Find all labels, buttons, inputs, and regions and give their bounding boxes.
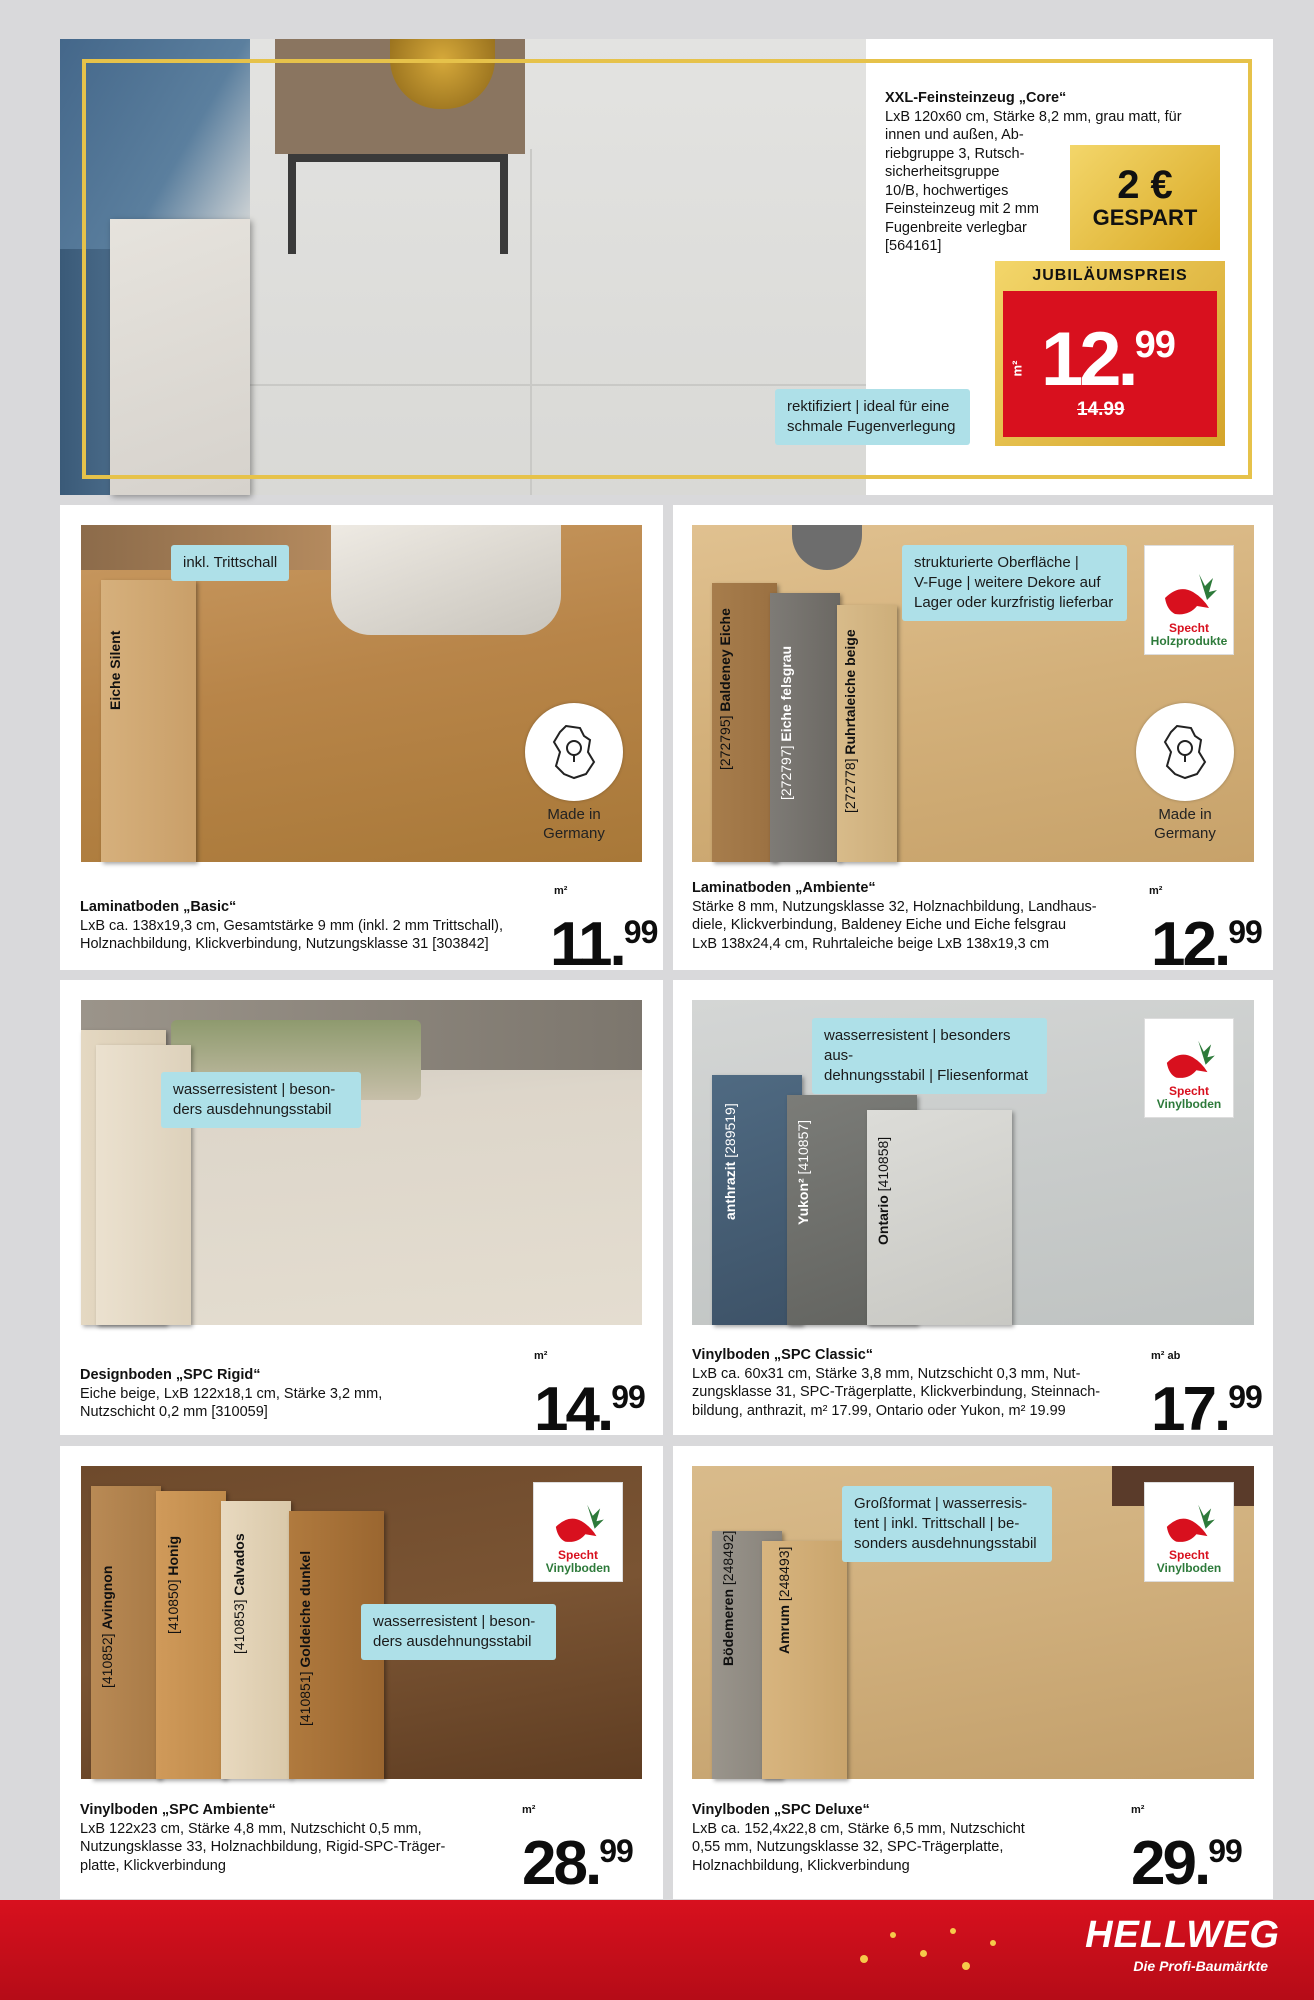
jubilee-price-box — [995, 261, 1225, 446]
specht-vinylboden-logo-ambiente — [533, 1482, 623, 1582]
price-spc-rigid — [534, 1367, 645, 1444]
plank-honig — [156, 1491, 226, 1779]
price-ambiente — [1151, 902, 1262, 979]
plank-label-2b: [272797] Eiche felsgrau — [778, 645, 794, 800]
description-spc-rigid — [80, 1366, 500, 1422]
description-ambiente — [692, 879, 1132, 953]
plank-amrum — [762, 1541, 847, 1779]
woodpecker-icon — [1159, 1501, 1219, 1549]
unit-spc-deluxe: m² — [1131, 1804, 1145, 1816]
product-card-spc-rigid — [60, 980, 663, 1444]
price-ambiente-cents: 99 — [1228, 914, 1262, 950]
desc-spc-ambiente-line-2: Nutzungsklasse 33, Holznachbildung, Rigid-SPC-Träger- — [80, 1839, 446, 1855]
bubble-ambiente-line-3: Lager oder kurzfristig lieferbar — [914, 594, 1114, 611]
product-photo-basic — [81, 525, 642, 862]
product-photo-spc-ambiente — [81, 1466, 642, 1779]
germany-map-icon — [1157, 722, 1213, 782]
price-spc-rigid-main: 14. — [534, 1375, 612, 1444]
hero-title: XXL-Feinsteinzeug „Core“ — [885, 90, 1067, 106]
hero-price-cents: 99 — [1134, 324, 1175, 366]
tile-joint-v — [530, 149, 532, 495]
specht-label-1: Specht — [1168, 1084, 1209, 1098]
plank-label-5b: [410850] Honig — [165, 1535, 181, 1634]
price-spc-deluxe-main: 29. — [1131, 1829, 1209, 1898]
price-basic-cents: 99 — [623, 914, 658, 950]
bubble-ambiente — [902, 545, 1127, 621]
hero-card — [60, 39, 1273, 495]
price-ambiente-main: 12. — [1151, 910, 1229, 979]
saved-badge — [1070, 145, 1220, 250]
plank-label-5d: [410851] Goldeiche dunkel — [297, 1550, 313, 1726]
woodpecker-icon — [1159, 1037, 1219, 1085]
made-in-text-basic — [519, 805, 629, 843]
desc-basic-line-1: LxB ca. 138x19,3 cm, Gesamtstärke 9 mm (inkl. 2 mm Trittschall), — [80, 917, 504, 934]
bubble-spc-deluxe — [842, 1486, 1052, 1562]
desc-spc-ambiente-line-3: platte, Klickverbindung — [80, 1857, 226, 1874]
price-basic — [550, 902, 658, 979]
price-spc-ambiente-main: 28. — [522, 1829, 600, 1898]
plank-label-4c: Ontario [410858] — [875, 1136, 891, 1245]
germany-map-icon — [546, 722, 602, 782]
plank-eiche-silent — [101, 580, 196, 862]
description-spc-deluxe — [692, 1801, 1092, 1875]
jubilee-label: JUBILÄUMSPREIS — [1032, 267, 1188, 284]
bubble-basic-line-1: inkl. Trittschall — [183, 554, 278, 571]
title-ambiente: Laminatboden „Ambiente“ — [692, 880, 876, 896]
description-spc-classic — [692, 1346, 1132, 1420]
plank-label-4a: anthrazit [289519] — [722, 1103, 738, 1220]
bubble-spc-ambiente-line-1: wasserresistent | beson- — [373, 1613, 536, 1630]
price-spc-ambiente-cents: 99 — [599, 1833, 633, 1869]
made-in-text-ambiente — [1130, 805, 1240, 843]
unit-spc-classic: m² ab — [1151, 1350, 1181, 1362]
specht-label-2: Vinylboden — [1156, 1561, 1222, 1575]
hero-price-panel — [1003, 291, 1217, 437]
bubble-spc-classic — [812, 1018, 1047, 1094]
unit-spc-rigid: m² — [534, 1350, 548, 1362]
bubble-spc-rigid-line-1: wasserresistent | beson- — [173, 1081, 336, 1098]
specht-label-2: Vinylboden — [545, 1561, 611, 1575]
desc-spc-ambiente-line-1: LxB 122x23 cm, Stärke 4,8 mm, Nutzschicht 0,5 mm, — [80, 1820, 422, 1837]
specht-label-2: Holzprodukte — [1150, 634, 1228, 648]
hero-line-4: sicherheitsgruppe — [885, 164, 1000, 180]
made-in-line-1: Made in — [1158, 806, 1212, 823]
specht-label-1: Specht — [1168, 621, 1209, 635]
price-spc-rigid-cents: 99 — [611, 1379, 645, 1415]
plank-label-2c: [272778] Ruhrtaleiche beige — [842, 629, 858, 813]
desc-spc-classic-line-3: bildung, anthrazit, m² 17.99, Ontario oder Yukon, m² 19.99 — [692, 1402, 1066, 1419]
tile-joint-h — [250, 384, 866, 386]
plank-label-5a: [410852] Avingnon — [99, 1565, 115, 1688]
specht-vinylboden-logo-deluxe — [1144, 1482, 1234, 1582]
hellweg-tagline: Die Profi-Baumärkte — [1133, 1958, 1268, 1974]
desc-ambiente-line-2: diele, Klickverbindung, Baldeney Eiche und Eiche felsgrau — [692, 917, 1067, 933]
saved-label: GESPART — [1092, 204, 1198, 230]
hero-line-5: 10/B, hochwertiges — [885, 182, 1009, 199]
product-photo-ambiente — [692, 525, 1254, 862]
bubble-ambiente-line-1: strukturierte Oberfläche | — [914, 554, 1079, 571]
title-spc-classic: Vinylboden „SPC Classic“ — [692, 1347, 874, 1363]
plank-label-1: Eiche Silent — [107, 630, 123, 710]
woodpecker-icon — [1159, 570, 1219, 622]
bubble-spc-classic-line-2: dehnungsstabil | Fliesenformat — [824, 1067, 1029, 1084]
bubble-spc-rigid-line-2: ders ausdehnungsstabil — [173, 1101, 332, 1118]
price-basic-main: 11. — [550, 910, 624, 979]
specht-label-2: Vinylboden — [1156, 1097, 1222, 1111]
title-spc-rigid: Designboden „SPC Rigid“ — [80, 1367, 261, 1383]
hero-bubble — [775, 389, 970, 445]
made-in-line-2: Germany — [1154, 825, 1216, 842]
bubble-spc-classic-line-1: wasserresistent | besonders aus- — [824, 1027, 1011, 1064]
hero-bubble-line-2: schmale Fugenverlegung — [787, 418, 956, 435]
desc-spc-deluxe-line-1: LxB ca. 152,4x22,8 cm, Stärke 6,5 mm, Nutzschicht — [692, 1820, 1025, 1837]
plank-label-2a: [272795] Baldeney Eiche — [717, 608, 733, 770]
made-in-germany-badge-ambiente — [1136, 703, 1234, 801]
table-legs — [288, 154, 508, 254]
desc-spc-rigid-line-1: Eiche beige, LxB 122x18,1 cm, Stärke 3,2 mm, — [80, 1385, 383, 1402]
product-card-spc-classic — [673, 980, 1273, 1444]
product-card-spc-deluxe — [673, 1446, 1273, 1899]
bubble-basic — [171, 545, 289, 581]
specht-vinylboden-logo-classic — [1144, 1018, 1234, 1118]
bubble-spc-deluxe-line-2: tent | inkl. Trittschall | be- — [854, 1515, 1020, 1532]
unit-spc-ambiente: m² — [522, 1804, 536, 1816]
product-card-ambiente — [673, 505, 1273, 979]
planter-shape — [792, 525, 862, 570]
description-spc-ambiente — [80, 1801, 480, 1875]
bubble-spc-deluxe-line-3: sonders ausdehnungsstabil — [854, 1535, 1037, 1552]
sofa-seat-shape — [60, 39, 250, 249]
title-basic: Laminatboden „Basic“ — [80, 899, 237, 915]
saved-amount: 2 € — [1117, 162, 1173, 207]
made-in-line-1: Made in — [547, 806, 601, 823]
desc-spc-deluxe-line-3: Holznachbildung, Klickverbindung — [692, 1857, 910, 1874]
desc-spc-rigid-line-2: Nutzschicht 0,2 mm [310059] — [80, 1404, 268, 1420]
description-basic — [80, 898, 520, 954]
bubble-spc-ambiente — [361, 1604, 556, 1660]
tile-sample — [110, 219, 250, 495]
hero-line-2: innen und außen, Ab- — [885, 127, 1024, 143]
hero-bubble-line-1: rektifiziert | ideal für eine — [787, 398, 950, 415]
plank-label-5c: [410853] Calvados — [231, 1533, 247, 1654]
price-spc-deluxe — [1131, 1821, 1242, 1898]
hero-line-6: Feinsteinzeug mit 2 mm — [885, 201, 1039, 217]
desc-ambiente-line-3: LxB 138x24,4 cm, Ruhrtaleiche beige LxB 138x19,3 cm — [692, 935, 1050, 952]
hero-line-8: [564161] — [885, 238, 942, 254]
footer-dots — [850, 1920, 1020, 1980]
hero-price — [1041, 305, 1175, 400]
hellweg-logo: HELLWEG — [1085, 1914, 1280, 1956]
desc-spc-classic-line-2: zungsklasse 31, SPC-Trägerplatte, Klickverbindung, Steinnach- — [692, 1384, 1101, 1400]
title-spc-ambiente: Vinylboden „SPC Ambiente“ — [80, 1802, 276, 1818]
desc-spc-classic-line-1: LxB ca. 60x31 cm, Stärke 3,8 mm, Nutzschicht 0,3 mm, Nut- — [692, 1365, 1081, 1382]
desc-ambiente-line-1: Stärke 8 mm, Nutzungsklasse 32, Holznachbildung, Landhaus- — [692, 898, 1097, 915]
product-card-spc-ambiente — [60, 1446, 663, 1899]
title-spc-deluxe: Vinylboden „SPC Deluxe“ — [692, 1802, 870, 1818]
bubble-spc-ambiente-line-2: ders ausdehnungsstabil — [373, 1633, 532, 1650]
hero-line-3: riebgruppe 3, Rutsch- — [885, 145, 1025, 162]
product-photo-spc-deluxe — [692, 1466, 1254, 1779]
price-spc-classic-cents: 99 — [1228, 1379, 1262, 1415]
woodpecker-icon — [548, 1501, 608, 1549]
hero-line-1: LxB 120x60 cm, Stärke 8,2 mm, grau matt, für — [885, 108, 1182, 125]
hero-line-7: Fugenbreite verlegbar — [885, 219, 1027, 236]
specht-holzprodukte-logo — [1144, 545, 1234, 655]
plank-label-6b: Amrum [248493] — [776, 1546, 792, 1654]
specht-label-1: Specht — [557, 1548, 598, 1562]
hero-old-price: 14.99 — [1077, 399, 1125, 420]
product-card-basic — [60, 505, 663, 979]
plank-label-4b: Yukon² [410857] — [795, 1119, 811, 1225]
made-in-line-2: Germany — [543, 825, 605, 842]
made-in-germany-badge-basic — [525, 703, 623, 801]
hero-unit: m² — [1009, 360, 1025, 377]
bubble-spc-deluxe-line-1: Großformat | wasserresis- — [854, 1495, 1028, 1512]
bubble-ambiente-line-2: V-Fuge | weitere Dekore auf — [914, 574, 1101, 591]
product-photo-spc-classic — [692, 1000, 1254, 1325]
price-spc-classic — [1151, 1367, 1262, 1444]
plank-label-6a: Bödemeren [248492] — [720, 1530, 736, 1666]
footer-bar — [0, 1900, 1314, 2000]
desc-spc-deluxe-line-2: 0,55 mm, Nutzungsklasse 32, SPC-Trägerplatte, — [692, 1839, 1004, 1855]
bed-blanket — [331, 525, 561, 635]
price-spc-ambiente — [522, 1821, 633, 1898]
unit-basic: m² — [554, 885, 568, 897]
hero-price-main: 12. — [1041, 317, 1135, 402]
product-photo-spc-rigid — [81, 1000, 642, 1325]
unit-ambiente: m² — [1149, 885, 1163, 897]
price-spc-classic-main: 17. — [1151, 1375, 1229, 1444]
specht-label-1: Specht — [1168, 1548, 1209, 1562]
bubble-spc-rigid — [161, 1072, 361, 1128]
price-spc-deluxe-cents: 99 — [1208, 1833, 1242, 1869]
desc-basic-line-2: Holznachbildung, Klickverbindung, Nutzungsklasse 31 [303842] — [80, 936, 489, 952]
